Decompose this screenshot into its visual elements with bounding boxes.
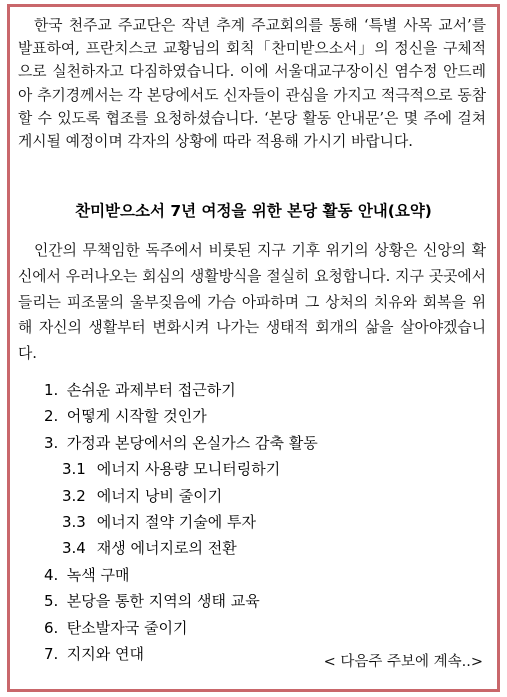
activity-list — [44, 377, 318, 667]
sub-list-item — [44, 509, 318, 535]
list-item-number: 7. — [44, 644, 59, 663]
list-item-number: 2. — [44, 407, 59, 426]
list-item-number: 3.4 — [62, 539, 86, 558]
list-item-text: 에너지 낭비 줄이기 — [96, 486, 223, 505]
list-item-text: 에너지 절약 기술에 투자 — [96, 512, 256, 531]
body-paragraph: 인간의 무책임한 독주에서 비롯된 지구 기후 위기의 상황은 신앙의 확신에서 우러나오는 회심의 생활방식을 절실히 요청합니다. 지구 곳곳에서 들리는 피조물의 울부짖음에 가슴 아파하며 그 상처의 치유와 회복을 위해 자신의 생활부터 변화시켜 나가는 생태적 회개의 삶을 살아야겠습니다. — [18, 242, 486, 363]
list-item-number: 5. — [44, 592, 59, 611]
intro-paragraph: 한국 천주교 주교단은 작년 추계 주교회의를 통해 ‘특별 사목 교서’를 발표하여, 프란치스코 교황님의 회칙「찬미받으소서」의 정신을 구체적으로 실천하자고 다짐하였습니다. 이에 서울대교구장이신 염수정 안드레아 추기경께서는 각 본당에서도 신자들이 관심을 가지고 적극적으로 동참할 수 있도록 협조를 요청하셨습니다. ‘본당 활동 안내문’은 몇 주에 걸쳐 게시될 예정이며 각자의 상황에 따라 적용해 가시기 바랍니다. — [18, 17, 486, 151]
sub-list-item — [44, 483, 318, 509]
section-heading: 찬미받으소서 7년 여정을 위한 본당 활동 안내(요약) — [75, 202, 432, 220]
sub-list-item — [44, 456, 318, 482]
list-item-number: 3.3 — [62, 512, 86, 531]
continued-note: < 다음주 주보에 계속..> — [323, 654, 483, 670]
list-item — [44, 377, 318, 403]
list-item-number: 4. — [44, 565, 59, 584]
list-item-text: 에너지 사용량 모니터링하기 — [96, 460, 281, 479]
list-item-text: 탄소발자국 줄이기 — [66, 618, 188, 637]
list-item-number: 3. — [44, 433, 59, 452]
list-item — [44, 403, 318, 429]
list-item-text: 지지와 연대 — [66, 644, 144, 663]
list-item — [44, 615, 318, 641]
list-item-number: 1. — [44, 381, 59, 399]
list-item — [44, 641, 318, 667]
list-item — [44, 562, 318, 588]
sub-list-item — [44, 535, 318, 561]
list-item — [44, 430, 318, 456]
list-item-text: 가정과 본당에서의 온실가스 감축 활동 — [66, 433, 318, 452]
list-item — [44, 588, 318, 614]
list-item-number: 3.2 — [62, 486, 86, 505]
list-item-number: 3.1 — [62, 460, 86, 479]
list-item-text: 어떻게 시작할 것인가 — [66, 407, 207, 426]
list-item-number: 6. — [44, 618, 59, 637]
list-item-text: 녹색 구매 — [66, 565, 130, 584]
list-item-text: 손쉬운 과제부터 접근하기 — [66, 381, 236, 399]
list-item-text: 본당을 통한 지역의 생태 교육 — [66, 592, 260, 611]
list-item-text: 재생 에너지로의 전환 — [96, 539, 237, 558]
